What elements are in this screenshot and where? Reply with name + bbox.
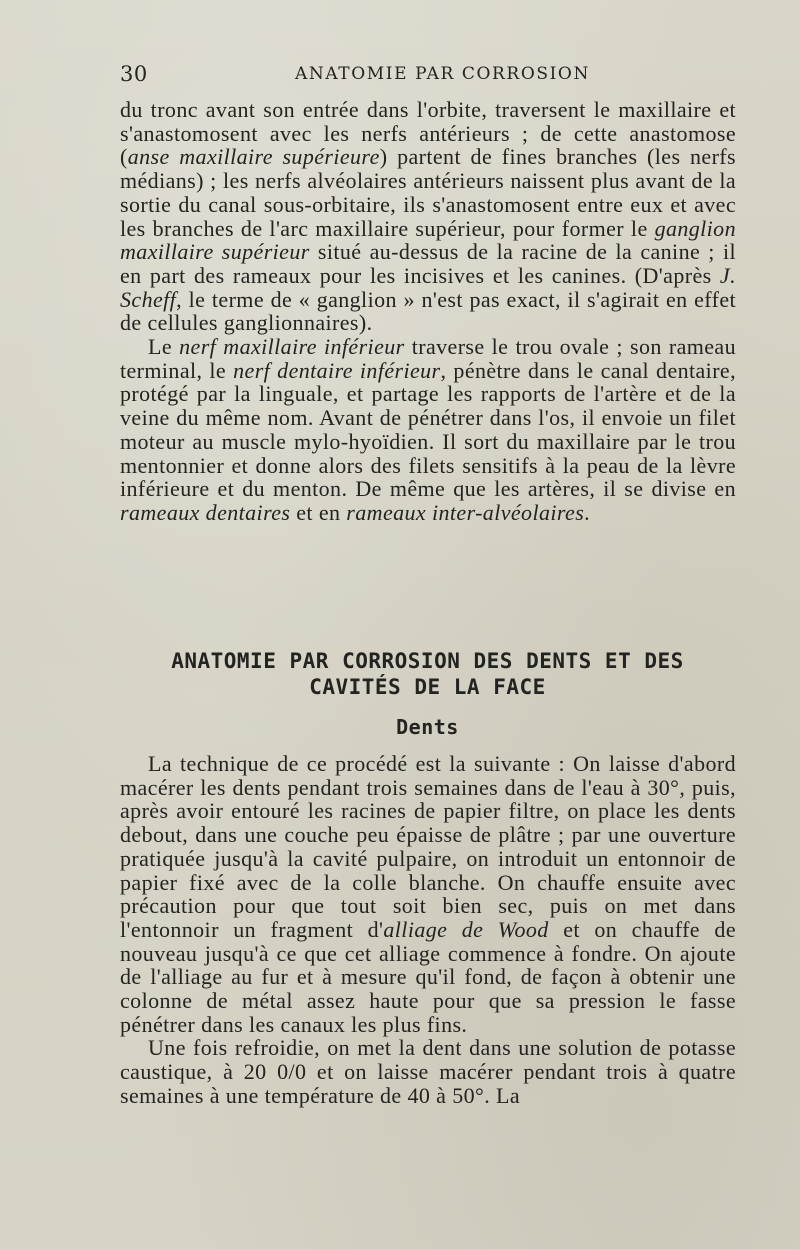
text-run: du tronc avant son entrée dans l'orbite, traversent le maxillaire et s'anastomosent avec les nerfs antérieurs ; de cette anastomose ( [120,97,736,170]
subheading-dents: Dents [396,715,459,739]
body-text-lower [120,752,736,1108]
text-run: et en [290,499,347,525]
italic-term: anse maxillaire supérieure [127,144,380,170]
text-run: . [584,499,591,525]
paragraph-refroidie [120,1036,736,1107]
text-run: et on chauffe de nouveau jusqu'à ce que cet alliage commence à fondre. On ajoute de l'alliage au fur et à mesure qu'il fond, de façon à obtenir une colonne de métal assez haute pour que sa pression le fasse pénétrer dans les canaux les plus fins. [120,916,736,1037]
paragraph-technique [120,752,736,1036]
running-title: ANATOMIE PAR CORROSION [295,64,590,84]
text-run: Le [148,334,180,360]
text-run: ) partent de fines branches (les nerfs médians) ; les nerfs alvéolaires antérieurs naissent plus avant de la sortie du canal sous-orbitaire, ils s'anastomosent entre eux et avec les branches de l'arc maxillaire supérieur, pour former le [120,144,736,241]
text-run: situé au-dessus de la racine de la canine ; il en part des rameaux pour les incisives et les canines. (D'après [120,239,736,288]
italic-term: rameaux dentaires [120,499,291,525]
page-number: 30 [120,62,148,86]
section-heading-line-2: CAVITÉS DE LA FACE [309,675,546,699]
paragraph-continuation [120,98,736,335]
text-run: , pénètre dans le canal dentaire, protégé par la linguale, et partage les rapports de l'artère et de la veine du même nom. Avant de pénétrer dans l'os, il envoie un filet moteur au muscle mylo-hyoïdien. Il sort du maxillaire par le trou mentonnier et donne alors des filets sensitifs à la peau de la lèvre inférieure et du menton. De même que les artères, il se divise en [120,357,736,502]
text-run: traverse le trou ovale ; son rameau terminal, le [120,334,737,383]
running-header [120,60,720,90]
italic-author: J. Scheff [120,262,736,312]
italic-term: alliage de Wood [383,916,549,942]
body-text-upper [120,98,736,525]
text-run: , le terme de « ganglion » n'est pas exact, il s'agirait en effet de cellules ganglionnaires). [120,286,736,336]
italic-term: nerf maxillaire inférieur [179,334,405,360]
section-heading [110,648,745,700]
italic-term: rameaux inter-alvéolaires [346,499,585,525]
paragraph-nerf-maxillaire [120,335,736,525]
text-run: La technique de ce procédé est la suivante : On laisse d'abord macérer les dents pendant trois semaines dans de l'eau à 30°, puis, après avoir entouré les racines de papier filtre, on place les dents debout, dans une couche peu épaisse de plâtre ; par une ouverture pratiquée jusqu'à la cavité pulpaire, on introduit un entonnoir de papier fixé avec de la colle blanche. On chauffe ensuite avec précaution pour que tout soit bien sec, puis on met dans l'entonnoir un fragment d' [120,751,736,942]
italic-term: ganglion maxillaire supérieur [120,215,736,265]
text-run: Une fois refroidie, on met la dent dans une solution de potasse caustique, à 20 0/0 et on laisse macérer pendant trois à quatre semaines à une température de 40 à 50°. La [120,1035,736,1108]
section-heading-line-1: ANATOMIE PAR CORROSION DES DENTS ET DES [171,649,684,673]
italic-term: nerf dentaire inférieur [233,357,441,383]
